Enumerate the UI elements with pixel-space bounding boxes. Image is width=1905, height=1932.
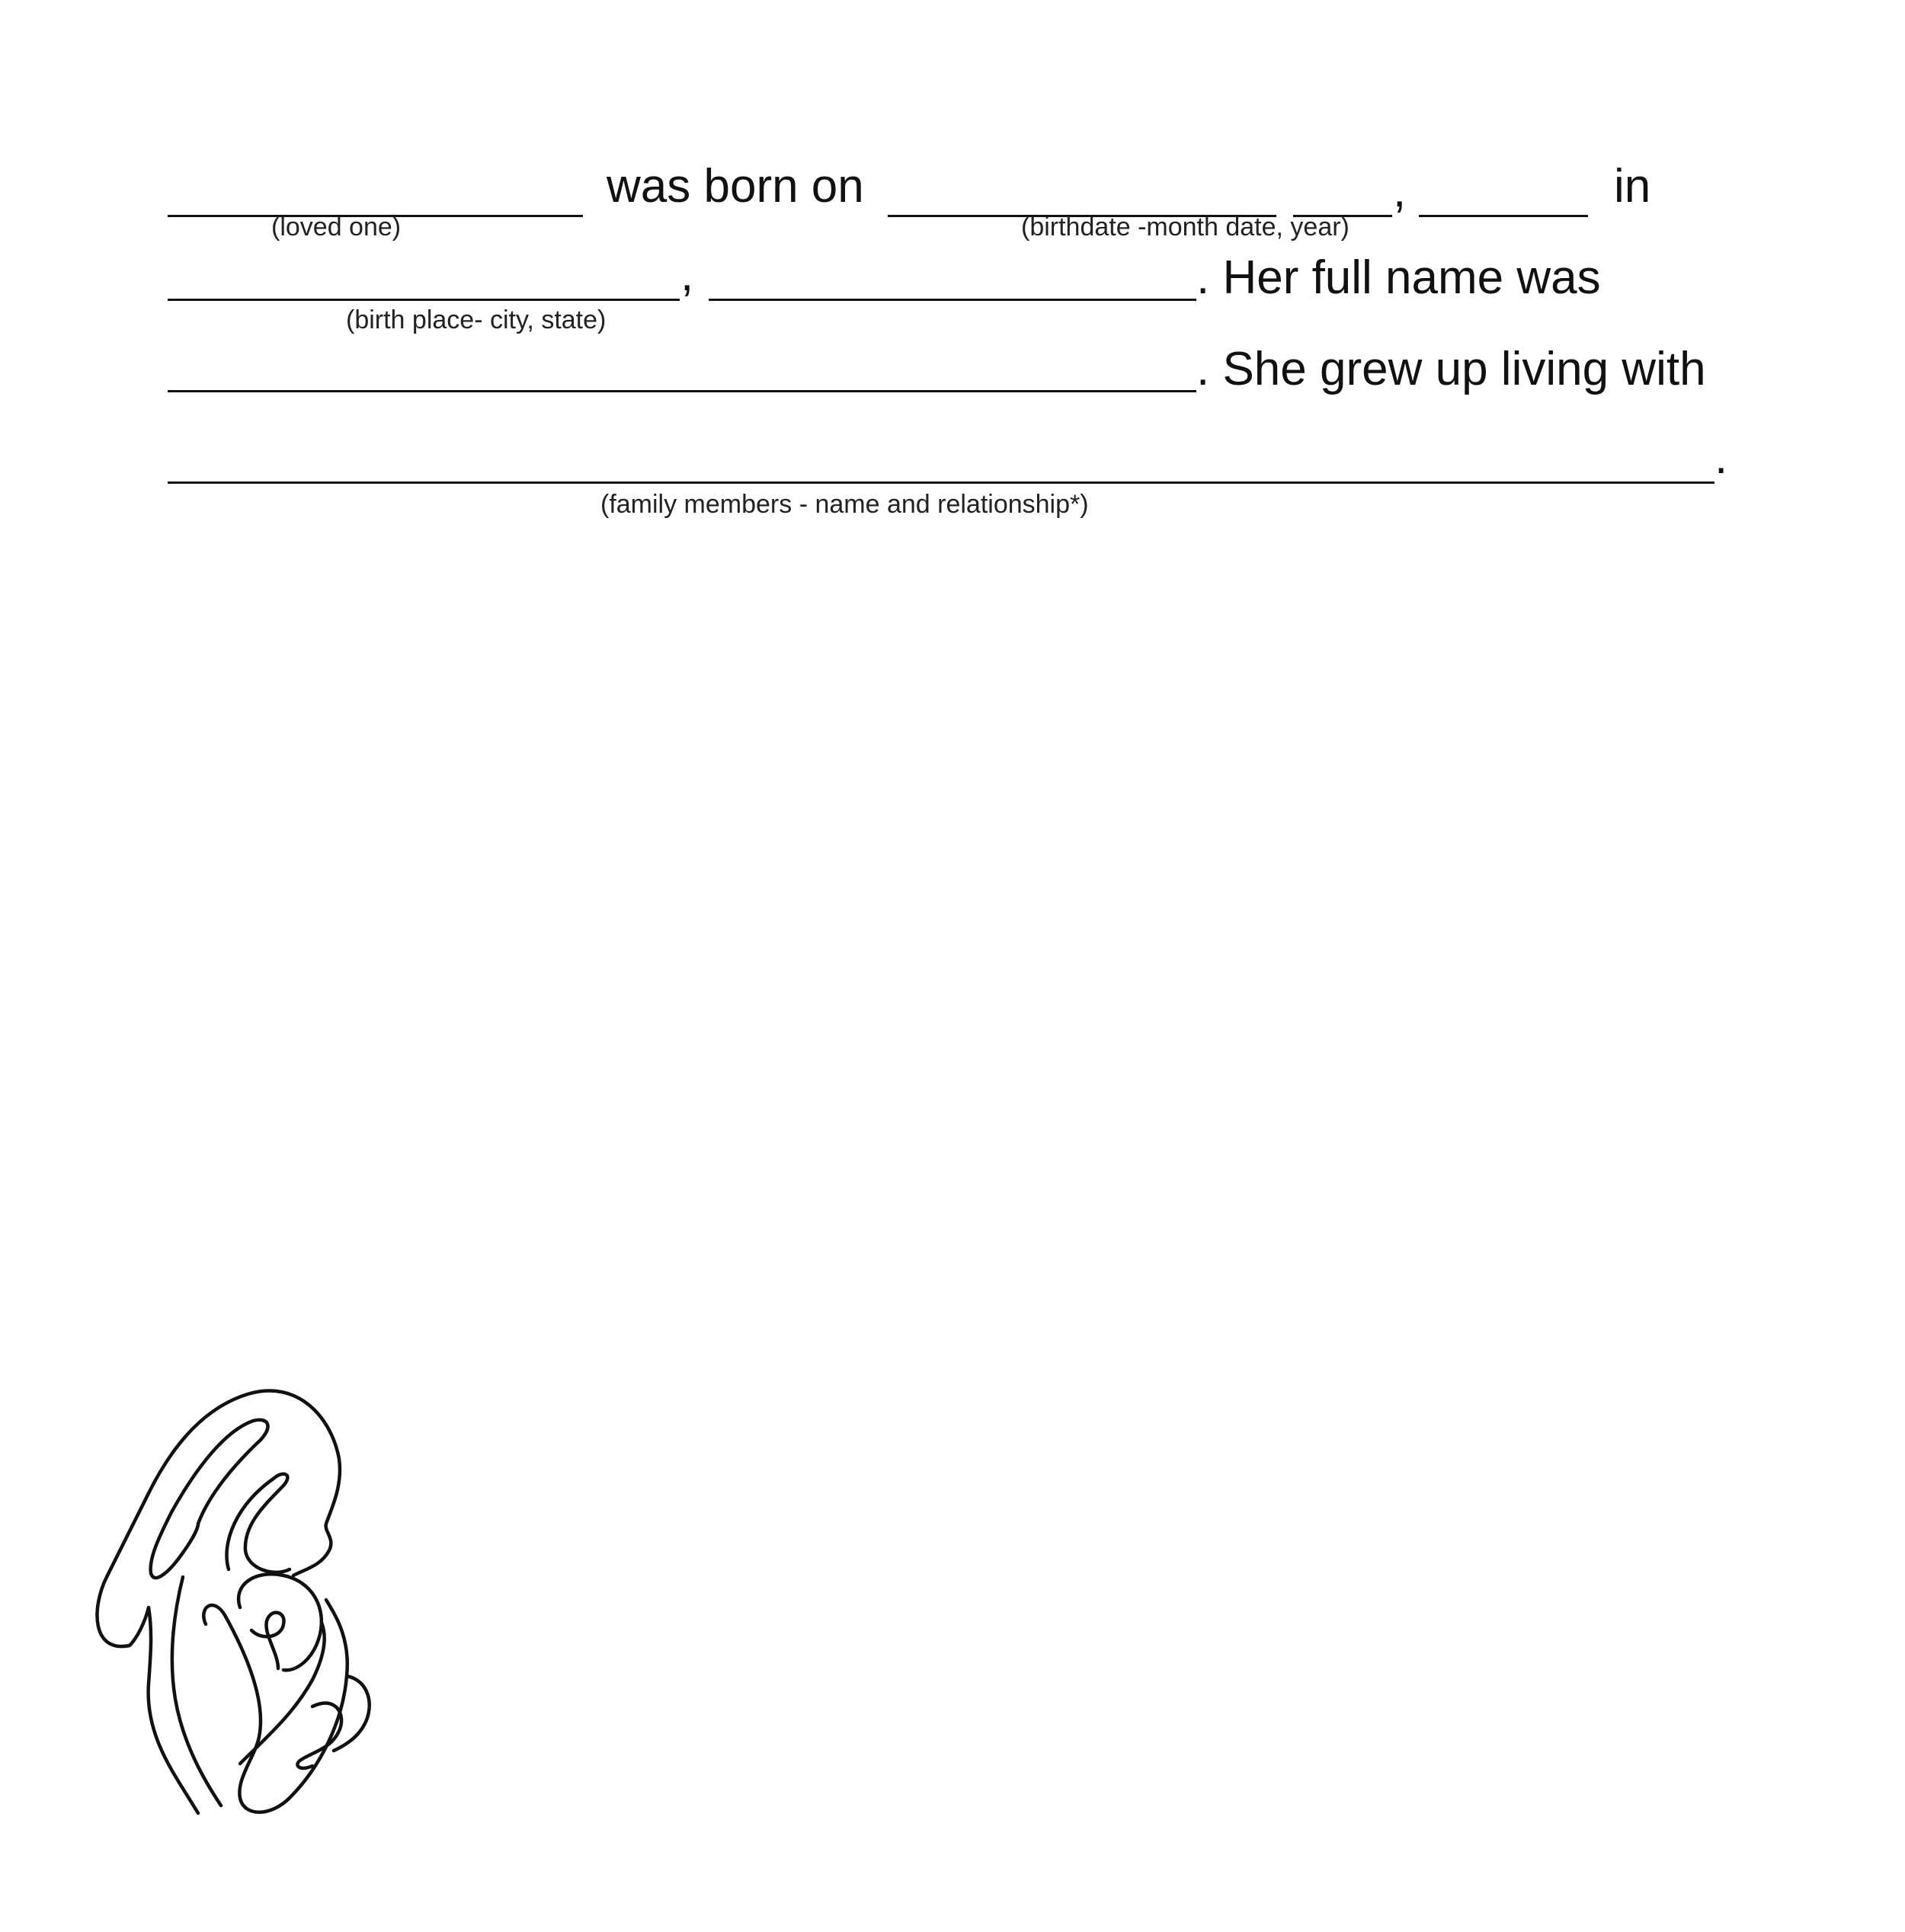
family-members-caption: (family members - name and relationship*) (600, 490, 1089, 519)
her-full-name-was-text: . Her full name was (1196, 251, 1601, 304)
mother-and-child-line-art-icon (84, 1379, 419, 1836)
birth-year-blank[interactable] (1419, 215, 1588, 217)
birth-state-blank[interactable] (709, 299, 1196, 301)
full-name-blank[interactable] (168, 390, 1196, 392)
in-text: in (1614, 160, 1651, 213)
family-members-blank[interactable] (168, 481, 1714, 484)
city-comma: , (680, 248, 694, 301)
family-period: . (1714, 431, 1728, 484)
birth-city-blank[interactable] (168, 299, 680, 301)
birthdate-caption: (birthdate -month date, year) (1021, 213, 1350, 242)
she-grew-up-living-with-text: . She grew up living with (1196, 343, 1706, 395)
date-comma: , (1393, 165, 1407, 217)
loved-one-caption: (loved one) (271, 213, 402, 242)
was-born-on-text: was born on (607, 160, 864, 213)
birth-place-caption: (birth place- city, state) (346, 305, 607, 334)
